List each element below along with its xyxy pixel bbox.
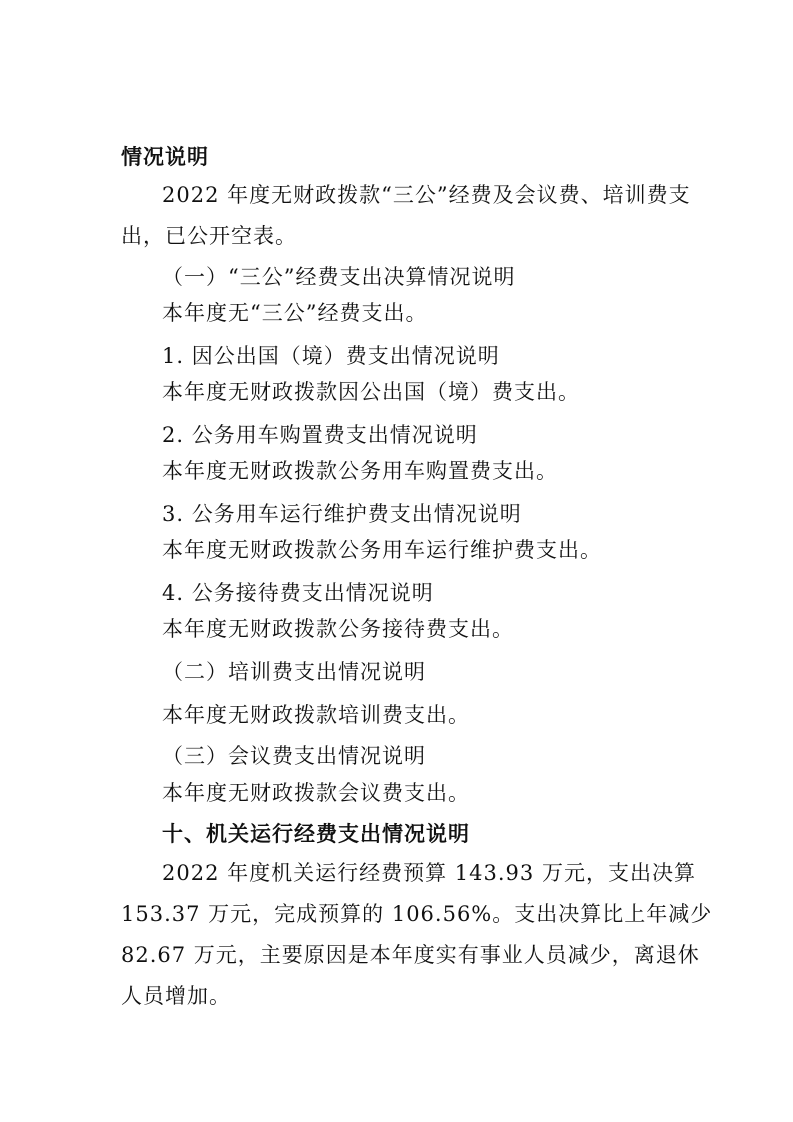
partial-heading: 情况说明	[121, 145, 209, 169]
section-heading-meeting: （三）会议费支出情况说明	[162, 744, 426, 768]
section-heading-overseas: 1. 因公出国（境）费支出情况说明	[162, 344, 500, 368]
section-ten-heading: 十、机关运行经费支出情况说明	[162, 822, 470, 846]
section-body-meeting: 本年度无财政拨款会议费支出。	[162, 781, 470, 805]
section-heading-vehicle-maintenance: 3. 公务用车运行维护费支出情况说明	[162, 502, 522, 526]
section-ten-line-2: 153.37 万元，完成预算的 106.56%。支出决算比上年减少	[121, 902, 713, 926]
section-ten-line-1: 2022 年度机关运行经费预算 143.93 万元，支出决算	[162, 861, 696, 885]
section-ten-line-3: 82.67 万元，主要原因是本年度实有事业人员减少，离退休	[121, 943, 700, 967]
section-body-san-gong: 本年度无“三公”经费支出。	[162, 301, 428, 325]
intro-paragraph-line-2: 出，已公开空表。	[121, 224, 297, 248]
section-body-reception: 本年度无财政拨款公务接待费支出。	[162, 617, 514, 641]
section-body-training: 本年度无财政拨款培训费支出。	[162, 703, 470, 727]
section-heading-vehicle-purchase: 2. 公务用车购置费支出情况说明	[162, 423, 478, 447]
section-heading-training: （二）培训费支出情况说明	[162, 660, 426, 684]
section-body-overseas: 本年度无财政拨款因公出国（境）费支出。	[162, 380, 580, 404]
section-ten-line-4: 人员增加。	[121, 984, 231, 1008]
section-heading-san-gong: （一）“三公”经费支出决算情况说明	[162, 265, 516, 289]
section-body-vehicle-purchase: 本年度无财政拨款公务用车购置费支出。	[162, 459, 558, 483]
section-heading-reception: 4. 公务接待费支出情况说明	[162, 581, 434, 605]
section-body-vehicle-maintenance: 本年度无财政拨款公务用车运行维护费支出。	[162, 538, 602, 562]
intro-paragraph-line-1: 2022 年度无财政拨款“三公”经费及会议费、培训费支	[162, 183, 691, 207]
